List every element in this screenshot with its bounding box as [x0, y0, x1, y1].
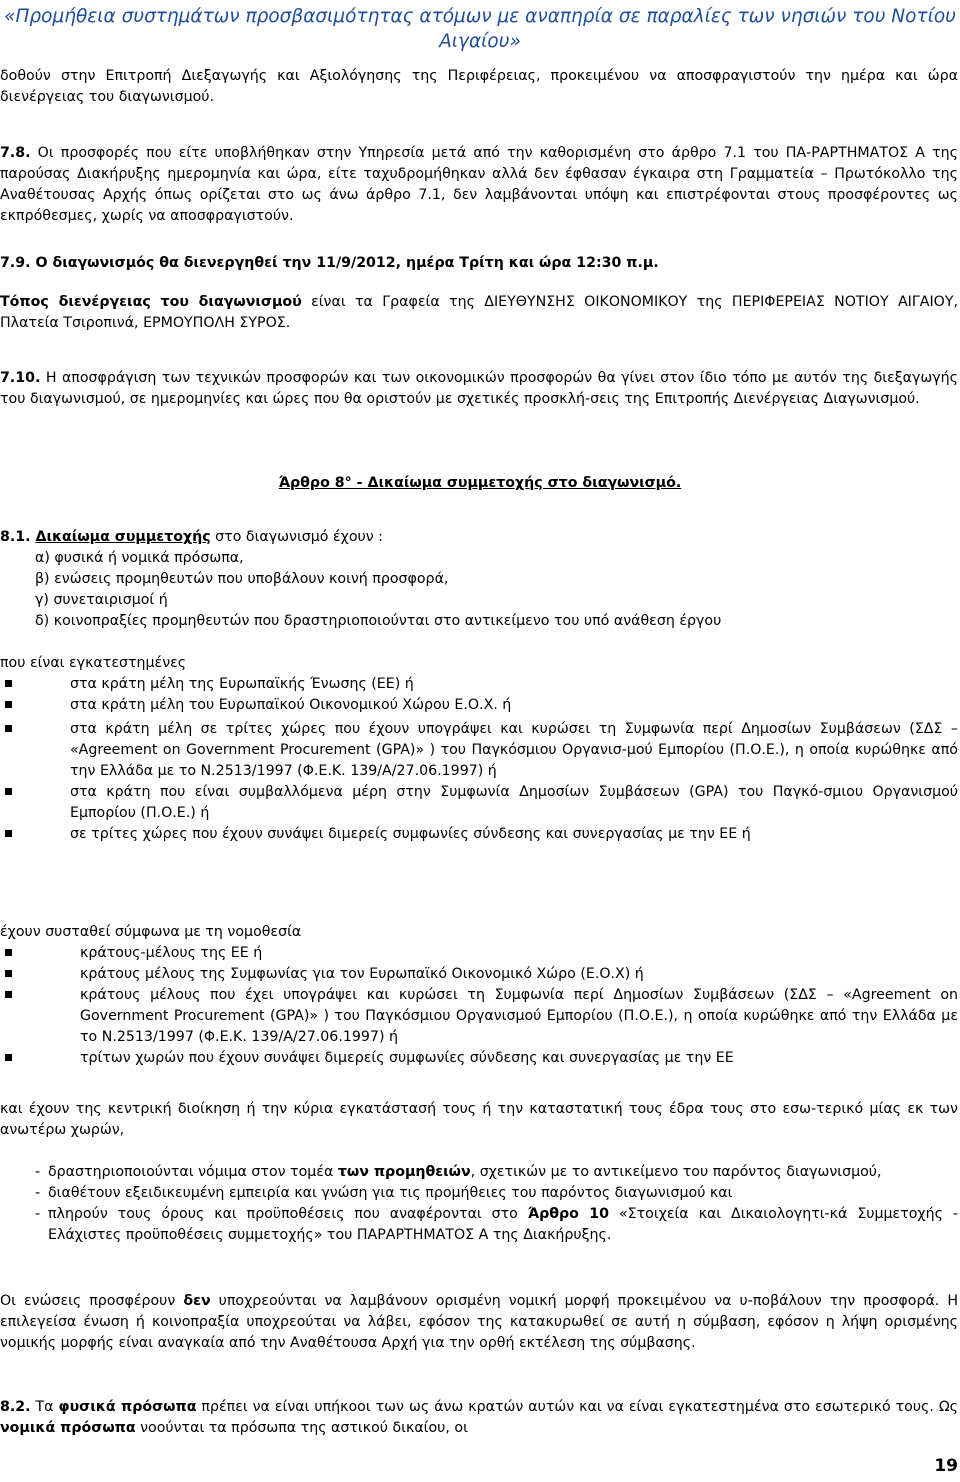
- list-item: σε τρίτες χώρες που έχουν συνάψει διμερείς συμφωνίες σύνδεσης και συνεργασίας με την ΕΕ ή: [0, 824, 958, 845]
- list-item: δ) κοινοπραξίες προμηθευτών που δραστηριοποιούνται στο αντικείμενο του υπό ανάθεση έργου: [35, 613, 722, 629]
- section-7-10: 7.10. Η αποσφράγιση των τεχνικών προσφορών και των οικονομικών προσφορών θα γίνει στον ίδιο τόπο με αυτόν της διεξαγωγής του διαγωνισμού, σε ημερομηνίες και ώρες που θα οριστούν με σχετικές προσκλή-σεις της Επιτροπής Διενέργειας Διαγωνισμού.: [0, 370, 958, 407]
- requirements-list: [0, 1162, 958, 1246]
- bullet-icon: [5, 991, 12, 998]
- place-paragraph: Τόπος διενέργειας του διαγωνισμού είναι τα Γραφεία της ΔΙΕΥΘΥΝΣΗΣ ΟΙΚΟΝΟΜΙΚΟΥ της ΠΕΡΙΦΕΡΕΙΑΣ ΝΟΤΙΟΥ ΑΙΓΑΙΟΥ, Πλατεία Τσιροπινά, ΕΡΜΟΥΠΟΛΗ ΣΥΡΟΣ.: [0, 294, 958, 331]
- section-number: 7.10.: [0, 370, 41, 386]
- list-item: στα κράτη που είναι συμβαλλόμενα μέρη στην Συμφωνία Δημοσίων Συμβάσεων (GPA) του Παγκό-σμιου Οργανισμού Εμπορίου (Π.Ο.Ε.) ή: [0, 782, 958, 824]
- list-item: - διαθέτουν εξειδικευμένη εμπειρία και γνώση για τις προμήθειες του παρόντος διαγωνισμού και: [35, 1185, 733, 1201]
- legal-form-paragraph: Οι ενώσεις προσφέρουν δεν υποχρεούνται να λαμβάνουν ορισμένη νομική μορφή προκειμένου να υ-ποβάλουν την προσφορά. Η επιλεγείσα ένωση ή κοινοπραξία υποχρεούται να λάβει, εφόσον της κατακυρωθεί σε αυτή η σύμβαση, εφόσον η λήψη ορισμένης νομικής μορφής είναι αναγκαία από την Αναθέτουσα Αρχή για την ορθή εκτέλεση της σύμβασης.: [0, 1293, 958, 1351]
- bullet-icon: [5, 1054, 12, 1061]
- bullet-icon: [5, 949, 12, 956]
- list-item: κράτους μέλους που έχει υπογράψει και κυρώσει τη Συμφωνία περί Δημοσίων Συμβάσεων (ΣΔΣ – «Agreement on Government Procurement (GPA)» ) του Παγκόσμιου Οργανισμού Εμπορίου (Π.Ο.Ε.), η οποία κυρώθηκε από την Ελλάδα με το Ν.2513/1997 (Φ.Ε.Κ. 139/Α/27.06.1997) ή: [0, 985, 958, 1048]
- section-number: 7.8.: [0, 145, 31, 161]
- bullet-icon: [5, 725, 12, 732]
- list-item: κράτους μέλους της Συμφωνίας για τον Ευρωπαϊκό Οικονομικό Χώρο (Ε.Ο.Χ) ή: [0, 964, 958, 985]
- bullet-icon: [5, 788, 12, 795]
- list-item: τρίτων χωρών που έχουν συνάψει διμερείς συμφωνίες σύνδεσης και συνεργασίας με την ΕΕ: [0, 1048, 958, 1069]
- list-item: κράτους-μέλους της ΕΕ ή: [0, 943, 958, 964]
- list-item: γ) συνεταιρισμοί ή: [35, 592, 168, 608]
- bullet-icon: [5, 970, 12, 977]
- section-8-2: 8.2. Τα φυσικά πρόσωπα πρέπει να είναι υπήκοοι των ως άνω κρατών αυτών και να είναι εγκατεστημένα στο εσωτερικό τους. Ως νομικά πρόσωπα νοούνται τα πρόσωπα της αστικού δικαίου, οι: [0, 1399, 959, 1436]
- list-item: στα κράτη μέλη σε τρίτες χώρες που έχουν υπογράψει και κυρώσει τη Συμφωνία περί Δημοσίων Συμβάσεων (ΣΔΣ – «Agreement on Government Procurement (GPA)» ) του Παγκόσμιου Οργανισ-μού Εμπορίου (Π.Ο.Ε.), η οποία κυρώθηκε από την Ελλάδα με το Ν.2513/1997 (Φ.Ε.Κ. 139/Α/27.06.1997) ή: [0, 719, 958, 782]
- section-7-8: 7.8. Οι προσφορές που είτε υποβλήθηκαν στην Υπηρεσία μετά από την καθορισμένη στο άρθρο 7.1 του ΠΑ-ΡΑΡΤΗΜΑΤΟΣ Α της παρούσας Διακήρυξης ημερομηνία και ώρα, είτε ταχυδρομήθηκαν αλλά δεν έφθασαν έγκαιρα στη Γραμματεία – Πρωτόκολλο της Αναθέτουσας Αρχής όπως ορίζεται στο ως άνω άρθρο 7.1, δεν λαμβάνονται υπόψη και επιστρέφονται στους προσφέροντες ως εκπρόθεσμες, χωρίς να αποσφραγιστούν.: [0, 145, 958, 224]
- header-line-2: Αιγαίου»: [439, 31, 521, 52]
- section-8-1: 8.1. Δικαίωμα συμμετοχής στο διαγωνισμό έχουν : α) φυσικά ή νομικά πρόσωπα, β) ενώσεις προμηθευτών που υποβάλουν κοινή προσφορά, γ) συνεταιρισμοί ή δ) κοινοπραξίες προμηθευτών που δραστηριοποιούνται στο αντικείμενο του υπό ανάθεση έργου: [0, 527, 958, 632]
- bullet-icon: [5, 830, 12, 837]
- list-item: στα κράτη μέλη του Ευρωπαϊκού Οικονομικού Χώρου Ε.Ο.Χ. ή: [0, 695, 958, 716]
- page-number: 19: [934, 1456, 958, 1476]
- article-title: Άρθρο 8° - Δικαίωμα συμμετοχής στο διαγωνισμό.: [278, 475, 682, 491]
- list-item: στα κράτη μέλη της Ευρωπαϊκής Ένωσης (ΕΕ) ή: [0, 674, 958, 695]
- list-item: β) ενώσεις προμηθευτών που υποβάλουν κοινή προσφορά,: [35, 571, 449, 587]
- section-7-9: 7.9. Ο διαγωνισμός θα διενεργηθεί την 11/9/2012, ημέρα Τρίτη και ώρα 12:30 π.μ.: [0, 255, 659, 271]
- header-line-1: «Προμήθεια συστημάτων προσβασιμότητας ατόμων με αναπηρία σε παραλίες των νησιών του Νοτίου: [4, 6, 956, 27]
- bullet-icon: [5, 701, 12, 708]
- constituted-list: έχουν συσταθεί σύμφωνα με τη νομοθεσία κράτους-μέλους της ΕΕ ή κράτους μέλους της Συμφωνίας για τον Ευρωπαϊκό Οικονομικό Χώρο (Ε.Ο.Χ) ή κράτους μέλους που έχει υπογράψει και κυρώσει τη Συμφωνία περί Δημοσίων Συμβάσεων (ΣΔΣ – «Agreement on Government Procurement (GPA)» ) του Παγκόσμιου Οργανισμού Εμπορίου (Π.Ο.Ε.), η οποία κυρώθηκε από την Ελλάδα με το Ν.2513/1997 (Φ.Ε.Κ. 139/Α/27.06.1997) ή τρίτων χωρών που έχουν συνάψει διμερείς συμφωνίες σύνδεσης και συνεργασίας με την ΕΕ: [0, 922, 958, 1069]
- intro-paragraph: δοθούν στην Επιτροπή Διεξαγωγής και Αξιολόγησης της Περιφέρειας, προκειμένου να αποσφραγιστούν την ημέρα και ώρα διενέργειας του διαγωνισμού.: [0, 68, 958, 105]
- list-item: α) φυσικά ή νομικά πρόσωπα,: [35, 550, 244, 566]
- list-item: - πληρούν τους όρους και προϋποθέσεις που αναφέρονται στο Άρθρο 10 «Στοιχεία και Δικαιολογητι-κά Συμμετοχής - Ελάχιστες προϋποθέσεις συμμετοχής» του ΠΑΡΑΡΤΗΜΑΤΟΣ Α της Διακήρυξης.: [35, 1206, 959, 1243]
- document-header: [0, 4, 960, 54]
- bullet-icon: [5, 680, 12, 687]
- list-item: - δραστηριοποιούνται νόμιμα στον τομέα των προμηθειών, σχετικών με το αντικείμενο του παρόντος διαγωνισμού,: [35, 1164, 882, 1180]
- headquarters-paragraph: και έχουν της κεντρική διοίκηση ή την κύρια εγκατάστασή τους ή την καταστατική τους έδρα τους στο εσω-τερικό μίας εκ των ανωτέρω χωρών,: [0, 1101, 958, 1138]
- established-list: που είναι εγκατεστημένες στα κράτη μέλη της Ευρωπαϊκής Ένωσης (ΕΕ) ή στα κράτη μέλη του Ευρωπαϊκού Οικονομικού Χώρου Ε.Ο.Χ. ή στα κράτη μέλη σε τρίτες χώρες που έχουν υπογράψει και κυρώσει τη Συμφωνία περί Δημοσίων Συμβάσεων (ΣΔΣ – «Agreement on Government Procurement (GPA)» ) του Παγκόσμιου Οργανισ-μού Εμπορίου (Π.Ο.Ε.), η οποία κυρώθηκε από την Ελλάδα με το Ν.2513/1997 (Φ.Ε.Κ. 139/Α/27.06.1997) ή στα κράτη που είναι συμβαλλόμενα μέρη στην Συμφωνία Δημοσίων Συμβάσεων (GPA) του Παγκό-σμιου Οργανισμού Εμπορίου (Π.Ο.Ε.) ή σε τρίτες χώρες που έχουν συνάψει διμερείς συμφωνίες σύνδεσης και συνεργασίας με την ΕΕ ή: [0, 653, 958, 845]
